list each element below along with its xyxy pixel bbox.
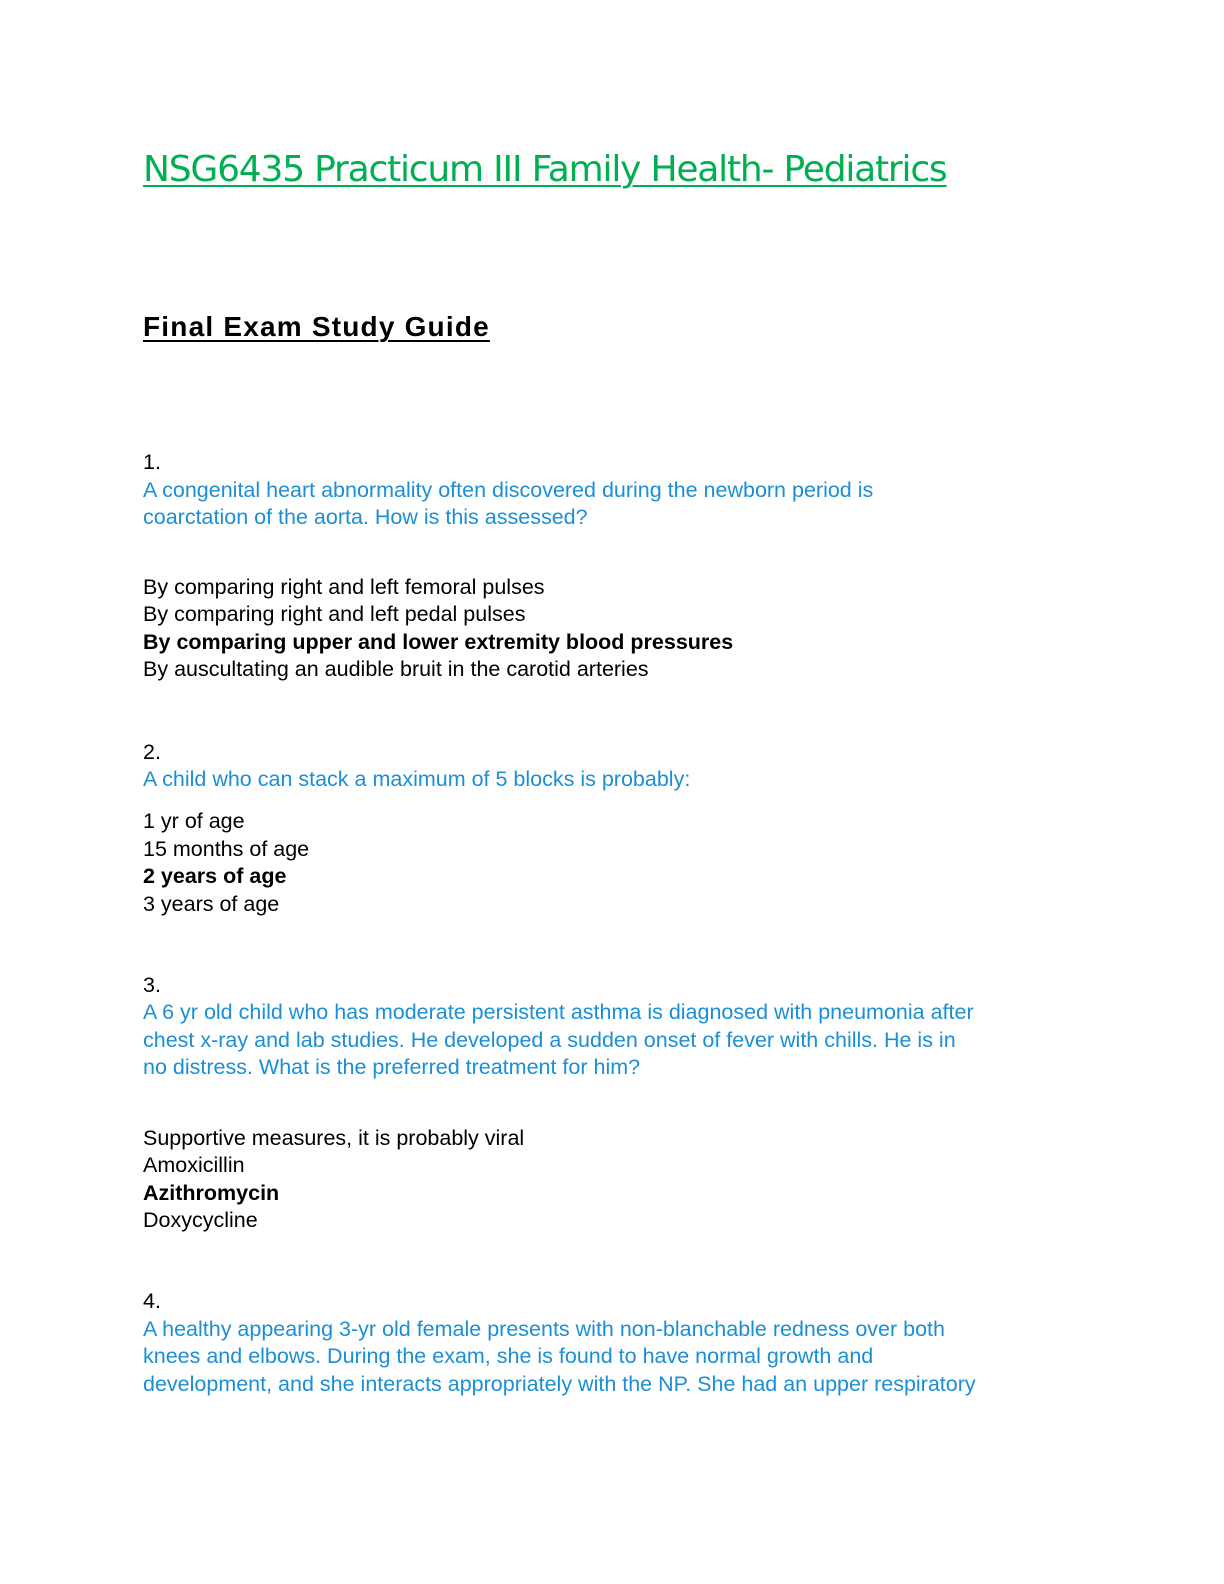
correct-answer-option: By comparing upper and lower extremity blood pressures — [143, 630, 734, 654]
question-stem-line: coarctation of the aorta. How is this assessed? — [143, 505, 588, 529]
answer-option: Supportive measures, it is probably viral — [143, 1126, 525, 1150]
question-stem-line: development, and she interacts appropriately with the NP. She had an upper respiratory — [143, 1372, 976, 1396]
course-title: NSG6435 Practicum III Family Health- Pediatrics — [143, 149, 947, 190]
question-stem-line: A healthy appearing 3-yr old female presents with non-blanchable redness over both — [143, 1317, 945, 1341]
question-number: 3. — [143, 973, 161, 997]
answer-option: Amoxicillin — [143, 1153, 245, 1177]
correct-answer-option: Azithromycin — [143, 1181, 280, 1205]
answer-option: Doxycycline — [143, 1208, 258, 1232]
study-guide-title: Final Exam Study Guide — [143, 311, 490, 342]
answer-option: 15 months of age — [143, 837, 310, 861]
answer-option: 3 years of age — [143, 892, 280, 916]
question-stem-line: chest x-ray and lab studies. He developed a sudden onset of fever with chills. He is in — [143, 1028, 956, 1052]
question-stem-line: knees and elbows. During the exam, she is found to have normal growth and — [143, 1344, 874, 1368]
question-stem-line: A child who can stack a maximum of 5 blocks is probably: — [143, 767, 691, 791]
correct-answer-option: 2 years of age — [143, 864, 287, 888]
answer-option: By comparing right and left pedal pulses — [143, 602, 526, 626]
question-stem-line: no distress. What is the preferred treatment for him? — [143, 1055, 641, 1079]
question-number: 4. — [143, 1289, 161, 1313]
question-stem-line: A 6 yr old child who has moderate persistent asthma is diagnosed with pneumonia after — [143, 1000, 974, 1024]
answer-option: By comparing right and left femoral pulses — [143, 575, 545, 599]
answer-option: By auscultating an audible bruit in the carotid arteries — [143, 657, 649, 681]
question-number: 2. — [143, 740, 161, 764]
question-stem-line: A congenital heart abnormality often discovered during the newborn period is — [143, 478, 874, 502]
question-number: 1. — [143, 450, 161, 474]
answer-option: 1 yr of age — [143, 809, 245, 833]
